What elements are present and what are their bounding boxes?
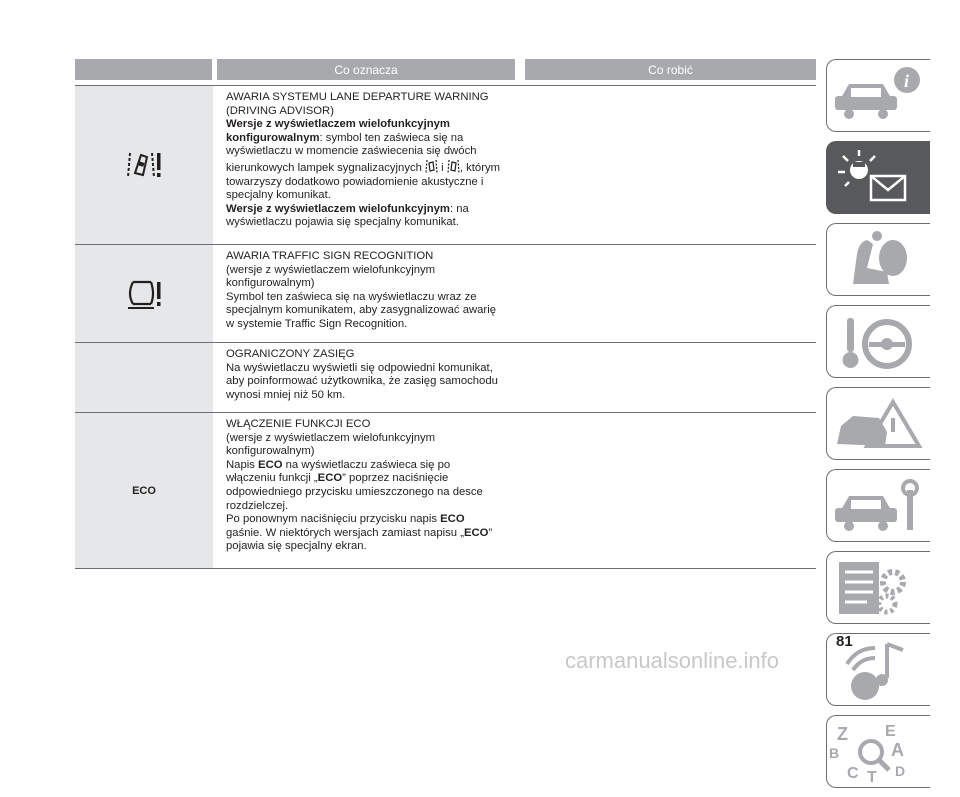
text-line: konfigurowalnym: symbol ten zaświeca się na [226, 131, 464, 144]
index-letter: D [895, 763, 906, 779]
tab-car-info[interactable] [826, 59, 930, 132]
text-line: Po ponownym naciśnięciu przycisku napis ECO [226, 513, 465, 526]
header-icon-column [75, 59, 212, 80]
car-wrench-icon [827, 470, 931, 543]
tab-emergency[interactable] [826, 387, 930, 460]
text-line: (wersje z wyświetlaczem wielofunkcyjnym [226, 431, 436, 444]
page-number: 81 [836, 633, 853, 650]
table-row [75, 85, 816, 245]
index-letter: C [847, 765, 859, 782]
text-line: konfigurowalnym) [226, 277, 315, 290]
lane-indicator-icon [425, 159, 438, 174]
lane-indicator-icon [447, 159, 460, 174]
text-line: Wersje z wyświetlaczem wielofunkcyjnym [226, 118, 450, 131]
text-line: OGRANICZONY ZASIĘG [226, 348, 355, 360]
table-row [75, 343, 816, 413]
index-letter: T [867, 769, 877, 786]
text-line: Wersje z wyświetlaczem wielofunkcyjnym: na [226, 202, 469, 215]
table-row [75, 245, 816, 343]
text-line: gaśnie. W niektórych wersjach zamiast napisu „ECO” [226, 526, 493, 539]
text-line: towarzyszy dodatkowo powiadomienie akustyczne i [226, 175, 484, 188]
index-letter: E [885, 723, 896, 740]
index-letter: B [829, 745, 840, 761]
text-line: włączeniu funkcji „ECO” poprzez naciśnięcie [226, 472, 449, 485]
index-letter: A [891, 740, 904, 760]
svg-text:i: i [904, 71, 910, 91]
row-icon-cell [75, 343, 213, 412]
text-line: wyświetlaczu pojawia się specjalny komunikat. [226, 216, 459, 229]
text-line: rozdzielczej. [226, 499, 289, 512]
eco-label: ECO [132, 484, 156, 497]
tab-safety[interactable] [826, 223, 930, 296]
car-crash-warning-icon [827, 388, 931, 461]
text-line: (wersje z wyświetlaczem wielofunkcyjnym [226, 263, 436, 276]
traffic-sign-recognition-failure-icon [124, 276, 164, 312]
text-line: kierunkowych lampek sygnalizacyjnych i , którym [226, 159, 526, 176]
row-icon-cell [75, 86, 213, 244]
chapter-tabs [826, 59, 930, 797]
text-line: odpowiedniego przycisku umieszczonego na desce [226, 485, 483, 498]
row-text [226, 343, 526, 412]
text-line: pojawia się specjalny ekran. [226, 540, 367, 553]
document-gears-icon [827, 552, 931, 625]
alphabet-index-icon [827, 716, 931, 789]
seat-airbag-icon [827, 224, 931, 297]
text-line: WŁĄCZENIE FUNKCJI ECO [226, 418, 371, 430]
text-line: AWARIA SYSTEMU LANE DEPARTURE WARNING [226, 91, 489, 103]
tab-starting-driving[interactable] [826, 305, 930, 378]
row-text [226, 86, 526, 244]
watermark: carmanualsonline.info [565, 648, 780, 673]
text-line: Napis ECO na wyświetlaczu zaświeca się po [226, 458, 451, 471]
index-letter: Z [837, 724, 848, 744]
text-line: (DRIVING ADVISOR) [226, 104, 334, 117]
car-info-icon [827, 60, 931, 133]
text-line: specjalnym komunikatem, aby zasygnalizować awarię [226, 304, 496, 317]
table-header [75, 59, 816, 80]
text-line: w systemie Traffic Sign Recognition. [226, 317, 408, 330]
tab-index[interactable] [826, 715, 930, 788]
text-line: specjalny komunikat. [226, 189, 331, 202]
text-line: konfigurowalnym) [226, 445, 315, 458]
row-icon-cell [75, 413, 213, 568]
lane-departure-warning-icon [124, 147, 164, 183]
key-steering-wheel-icon [827, 306, 931, 379]
tab-warning-lights[interactable] [826, 141, 930, 214]
tab-technical-data[interactable] [826, 551, 930, 624]
text-line: Symbol ten zaświeca się na wyświetlaczu wraz ze [226, 290, 477, 303]
text-line: wynosi mniej niż 50 km. [226, 388, 346, 401]
text-line: Na wyświetlaczu wyświetli się odpowiedni komunikat, [226, 361, 493, 374]
text-line: aby poinformować użytkownika, że zasięg samochodu [226, 375, 498, 388]
header-meaning: Co oznacza [217, 59, 515, 80]
row-text [226, 245, 526, 342]
header-action: Co robić [525, 59, 816, 80]
row-icon-cell [75, 245, 213, 342]
warning-table [75, 59, 816, 569]
text-line: wyświetlaczu w momencie zaświecenia się dwóch [226, 145, 477, 158]
row-text [226, 413, 526, 568]
warning-light-message-icon [827, 142, 931, 215]
table-row [75, 413, 816, 569]
text-line: AWARIA TRAFFIC SIGN RECOGNITION [226, 250, 434, 262]
tab-maintenance[interactable] [826, 469, 930, 542]
